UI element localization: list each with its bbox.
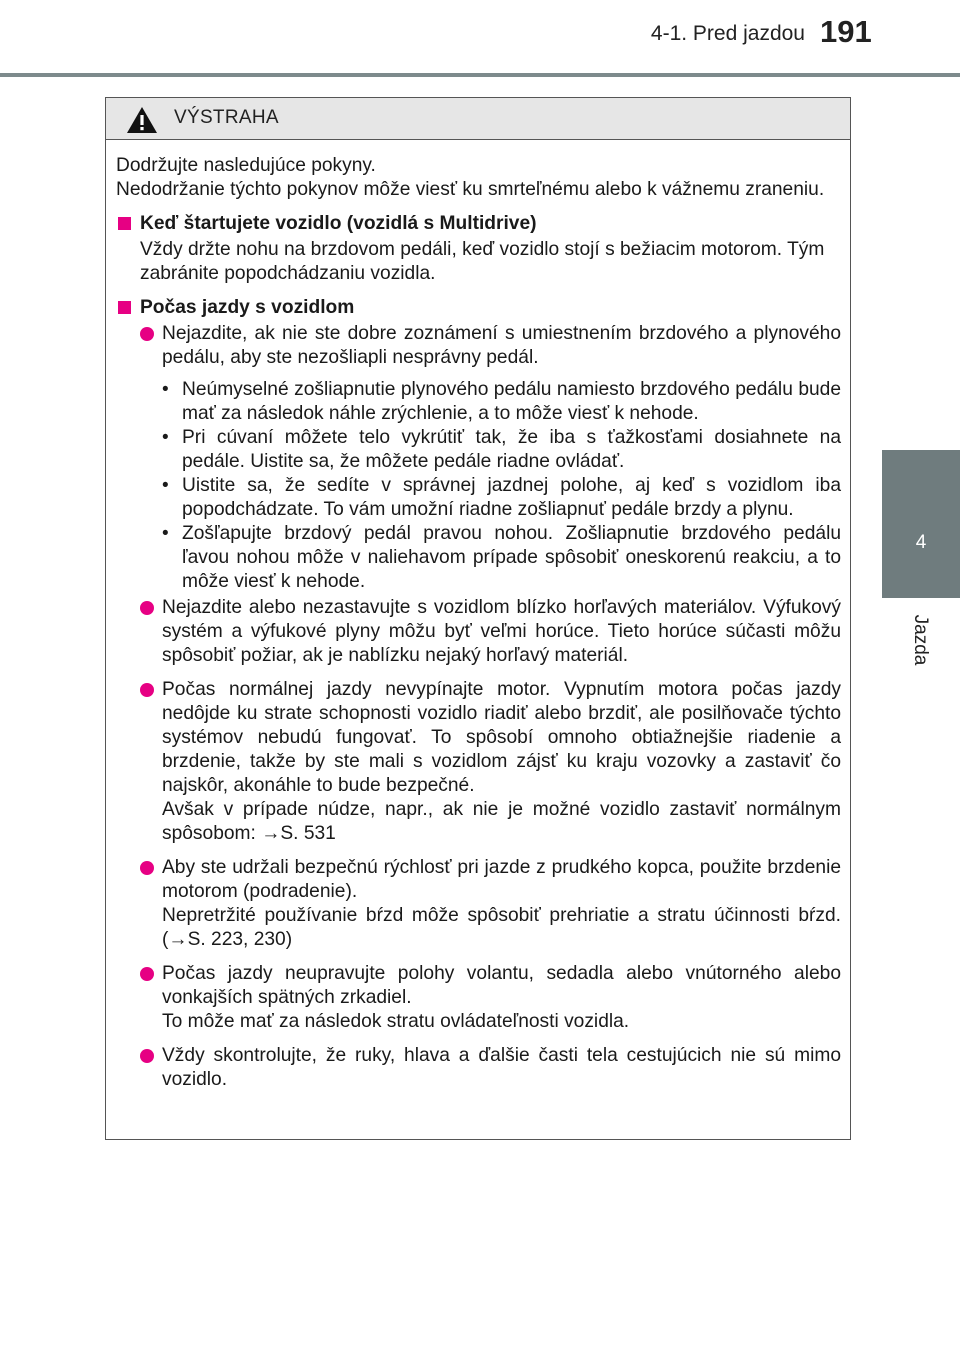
section-text-start: Vždy držte nohu na brzdovom pedáli, keď vozidlo stojí s bežiacim motorom. Tým zabránite popodchádzaniu vozidla. (140, 239, 825, 284)
small-bullet-icon: • (162, 523, 169, 544)
small-bullet-icon: • (162, 475, 169, 496)
warning-intro (116, 154, 841, 202)
chapter-label-text: Jazda (910, 614, 931, 666)
list-item: Vždy skontrolujte, že ruky, hlava a ďalšie časti tela cestujúcich nie sú mimo vozidlo. (116, 1044, 841, 1092)
sub-list-item: • Zošľapujte brzdový pedál pravou nohou. Zošliapnutie brzdového pedálu ľavou nohou môže v naliehavom prípade spôsobiť oneskorenú reakciu, a to môže viesť k nehode. (162, 523, 841, 592)
list-item: Počas normálnej jazdy nevypínajte motor. Vypnutím motora počas jazdy nedôjde ku strate schopnosti vozidlo riadiť alebo brzdiť, ale posilňovače týchto systémov nebudú fungovať. To spôsobí omnoho obtiažnejšie riadenie a brzdenie, takže by ste mali s vozidlom zájsť ku kraju vozovky a zastaviť čo najskôr, akonáhle to bude bezpečné. Avšak v prípade núdze, napr., ak nie je možné vozidlo zastaviť normálnym spôsobom: →S. 531 (116, 678, 841, 846)
warning-header (106, 98, 850, 140)
square-bullet-icon (118, 301, 131, 314)
list-item: Počas jazdy neupravujte polohy volantu, sedadla alebo vnútorného alebo vonkajších spätných zrkadiel. To môže mať za následok stratu ovládateľnosti vozidla. (116, 962, 841, 1034)
round-bullet-icon (140, 861, 154, 875)
intro-line-1: Dodržujte nasledujúce pokyny. (116, 155, 376, 176)
round-bullet-icon (140, 327, 154, 341)
chapter-number: 4 (915, 532, 927, 553)
section-title: 4-1. Pred jazdou (650, 22, 805, 45)
warning-box (105, 97, 851, 1140)
sub-list-item: • Neúmyselné zošliapnutie plynového pedálu namiesto brzdového pedálu bude mať za následok náhle zrýchlenie, a to môže viesť k nehode. (162, 379, 841, 424)
round-bullet-icon (140, 1049, 154, 1063)
small-bullet-icon: • (162, 379, 169, 400)
chapter-tab (882, 450, 960, 598)
sub-list-item: • Uistite sa, že sedíte v správnej jazdnej polohe, aj keď s vozidlom iba popodchádzate. To vám umožní riadne zošliapnuť pedále brzdy a plynu. (162, 475, 841, 520)
small-bullet-icon: • (162, 427, 169, 448)
page-number: 191 (820, 14, 872, 49)
round-bullet-icon (140, 967, 154, 981)
header-rule (0, 73, 960, 77)
sub-list-item: • Pri cúvaní môžete telo vykrútiť tak, že iba s ťažkosťami dosiahnete na pedále. Uistite sa, že môžete pedále riadne ovládať. (162, 427, 841, 472)
list-item: Nejazdite alebo nezastavujte s vozidlom blízko horľavých materiálov. Výfukový systém a výfukové plyny môžu byť veľmi horúce. Tieto horúce súčasti môžu spôsobiť požiar, ak je nablízku nejaký horľavý materiál. (116, 596, 841, 668)
round-bullet-icon (140, 683, 154, 697)
warning-triangle-icon (126, 106, 158, 134)
sub-list (116, 376, 841, 594)
list-item: Aby ste udržali bezpečnú rýchlosť pri jazde z prudkého kopca, použite brzdenie motorom (podradenie). Nepretržité používanie bŕzd môže spôsobiť prehriatie a stratu účinnosti bŕzd. (→S. 223, 230) (116, 856, 841, 952)
list-item: Nejazdite, ak nie ste dobre zoznámení s umiestnením brzdového a plynového pedálu, aby ste nezošliapli nesprávny pedál. (116, 322, 841, 370)
round-bullet-icon (140, 601, 154, 615)
square-bullet-icon (118, 217, 131, 230)
chapter-label (890, 605, 950, 675)
section-heading-driving: Počas jazdy s vozidlom (116, 296, 841, 320)
section-heading-start: Keď štartujete vozidlo (vozidlá s Multidrive) (116, 212, 841, 236)
warning-body (106, 140, 850, 1092)
intro-line-2: Nedodržanie týchto pokynov môže viesť ku smrteľnému alebo k vážnemu zraneniu. (116, 179, 825, 200)
warning-title: VÝSTRAHA (174, 107, 279, 128)
